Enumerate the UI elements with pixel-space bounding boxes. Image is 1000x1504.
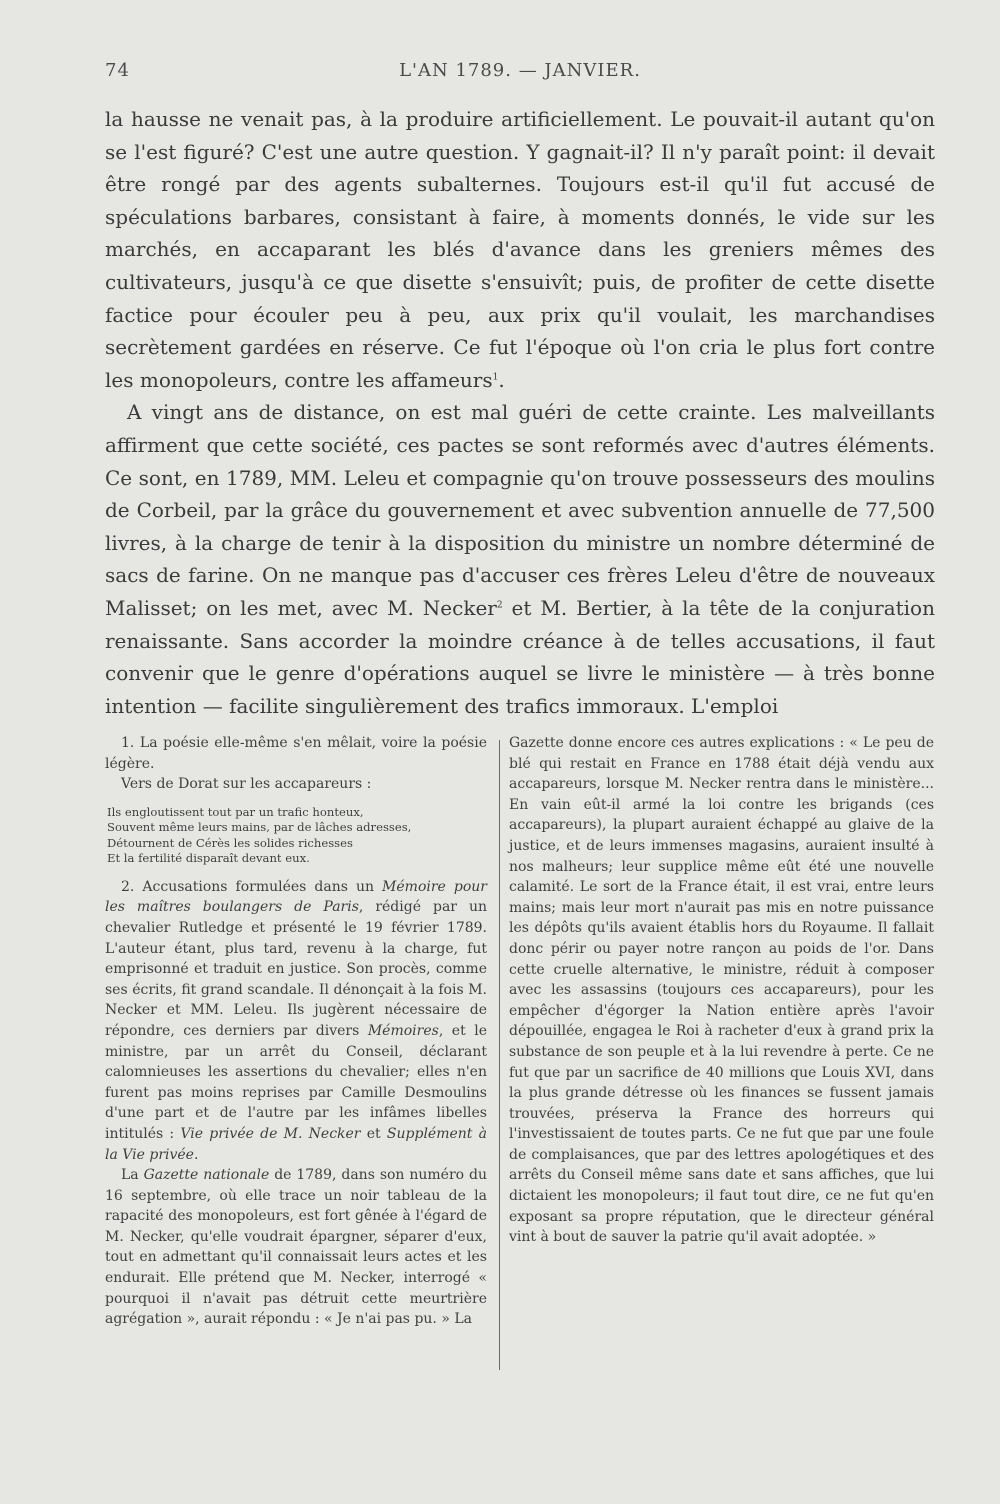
- work-title: Mémoire pour les maîtres boulangers de Paris: [105, 878, 487, 916]
- footnote-1: 1. La poésie elle-même s'en mêlait, voire la poésie légère.: [105, 735, 487, 772]
- footnote-text: La: [121, 1167, 144, 1184]
- paragraph-1-end: .: [498, 367, 505, 392]
- paragraph-1-text: la hausse ne venait pas, à la produire artificiellement. Le pouvait-il autant qu'on se l'est figuré? C'est une autre question. Y gagnait-il? Il n'y paraît point: il devait être rongé par des agents subalternes. Toujours est-il qu'il fut accusé de spéculations barbares, consistant à faire, à moments donnés, le vide sur les marchés, en accaparant les blés d'avance dans les greniers mêmes des cultivateurs, jusqu'à ce que disette s'ensuivît; puis, de profiter de cette disette factice pour écouler peu à peu, aux prix qu'il voulait, les marchandises secrètement gardées en réserve. Ce fut l'époque où l'on cria le plus fort contre les monopoleurs, contre les affameurs: [105, 107, 935, 392]
- footnote-2-text: 2. Accusations formulées dans un: [121, 878, 383, 895]
- main-text: [105, 103, 935, 722]
- work-title: Supplément à la Vie privée: [105, 1125, 487, 1163]
- verse-line: Souvent même leurs mains, par de lâches adresses,: [107, 820, 412, 835]
- footnote-2-text: , rédigé par un chevalier Rutledge et présenté le 19 février 1789. L'auteur étant, plus tard, revenu à la charge, fut emprisonné et traduit en justice. Son procès, comme ses écrits, fit grand scandale. Il dénonçait à la fois M. Necker et MM. Leleu. Ils jugèrent nécessaire de répondre, ces derniers par divers: [105, 899, 487, 1039]
- page-number: 74: [105, 60, 130, 81]
- footnote-text: de 1789, dans son numéro du 16 septembre, où elle trace un noir tableau de la rapacité des monopoleurs, est fort gênée à l'égard de M. Necker, qu'elle voudrait épargner, séparer d'eux, tout en admettant qu'il connaissait leurs actes et les endurait. Elle prétend que M. Necker, interrogé « pourquoi il n'avait pas détruit cette meurtrière agrégation », aurait répondu : « Je n'ai pas pu. » La: [105, 1167, 487, 1328]
- main-paragraph-1: [105, 103, 935, 396]
- work-title: Vie privée de M. Necker: [180, 1125, 361, 1142]
- main-paragraph-2: [105, 396, 935, 722]
- work-title: Gazette nationale: [143, 1167, 270, 1184]
- footnote-2-text: et: [360, 1125, 387, 1142]
- verse-line: Et la fertilité disparaît devant eux.: [107, 851, 310, 866]
- footnote-2-text: .: [193, 1146, 199, 1163]
- footnotes-left-column: [105, 733, 487, 1330]
- paragraph-2-text-b: et M. Bertier, à la tête de la conjuration renaissante. Sans accorder la moindre créance à de telles accusations, il faut convenir que le genre d'opérations auquel se livre le ministère — à très bonne intention — facilite singulièrement des trafics immoraux. L'emploi: [105, 595, 935, 718]
- running-title: L'AN 1789. — JANVIER.: [399, 60, 641, 81]
- footnote-ref-1: 1: [492, 372, 499, 383]
- paragraph-2-text-a: A vingt ans de distance, on est mal guéri de cette crainte. Les malveillants affirment que cette société, ces pactes se sont reformés avec d'autres éléments. Ce sont, en 1789, MM. Leleu et compagnie qu'on trouve possesseurs des moulins de Corbeil, par la grâce du gouvernement et avec subvention annuelle de 77,500 livres, à la charge de tenir à la disposition du ministre un nombre déterminé de sacs de farine. On ne manque pas d'accuser ces frères Leleu d'être de nouveaux Malisset; on les met, avec M. Necker: [105, 400, 935, 620]
- footnote-2-continuation-right: Gazette donne encore ces autres explications : « Le peu de blé qui restait en France en 1788 était déjà vendu aux accapareurs, lorsque M. Necker rentra dans le ministère... En vain eût-il armé la loi contre les brigands (ces accapareurs), la plupart auraient échappé au glaive de la justice, et de leurs immenses magasins, auraient insulté à nos malheurs; leur supplice même eût été une nouvelle calamité. Le sort de la France était, il est vrai, entre leurs mains; mais leur mort n'aurait pas mis en notre puissance les dépôts qu'ils avaient établis hors du Royaume. Il fallait donc périr ou payer notre rançon au poids de l'or. Dans cette cruelle alternative, le ministre, réduit à composer avec les assassins (toujours ces accapareurs), pour les empêcher d'égorger la Nation entière après l'avoir dépouillée, engagea le Roi à racheter d'eux à grand prix la substance de son peuple et à la lui revendre à perte. Ce ne fut que par un sacrifice de 40 millions que Louis XVI, dans la plus grande détresse où les finances se fussent jamais trouvées, préserva la France des horreurs qui l'investissaient de toutes parts. Ce ne fut que par une foule de complaisances, que par des lettres apologétiques et des arrêts du Conseil même sans date et sans affiches, que lui dictaient les monopoleurs; il faut tout dire, ce ne fut qu'en exposant sa propre réputation, que le directeur général vint à bout de sauver la patrie qu'il avait adoptée. »: [509, 735, 934, 1246]
- verse-line: Détournent de Cérès les solides richesses: [107, 835, 353, 850]
- running-header: [105, 60, 935, 90]
- verse-quote: [105, 805, 487, 867]
- footnotes-right-column: [509, 733, 934, 1248]
- column-divider: [499, 740, 500, 1370]
- footnote-2-continuation: [105, 1165, 487, 1330]
- footnote-2-text: , et le ministre, par un arrêt du Conseil, déclarant calomnieuses les assertions du chevalier; elles n'en furent pas moins reprises par Camille Desmoulins d'une part et de l'autre par les infâmes libelles intitulés :: [105, 1022, 487, 1142]
- footnote-1-verse-intro: Vers de Dorat sur les accapareurs :: [121, 776, 372, 793]
- work-title: Mémoires: [367, 1022, 439, 1039]
- verse-line: Ils engloutissent tout par un trafic honteux,: [107, 804, 364, 819]
- footnote-ref-2: 2: [496, 600, 503, 611]
- footnote-2: [105, 877, 487, 1165]
